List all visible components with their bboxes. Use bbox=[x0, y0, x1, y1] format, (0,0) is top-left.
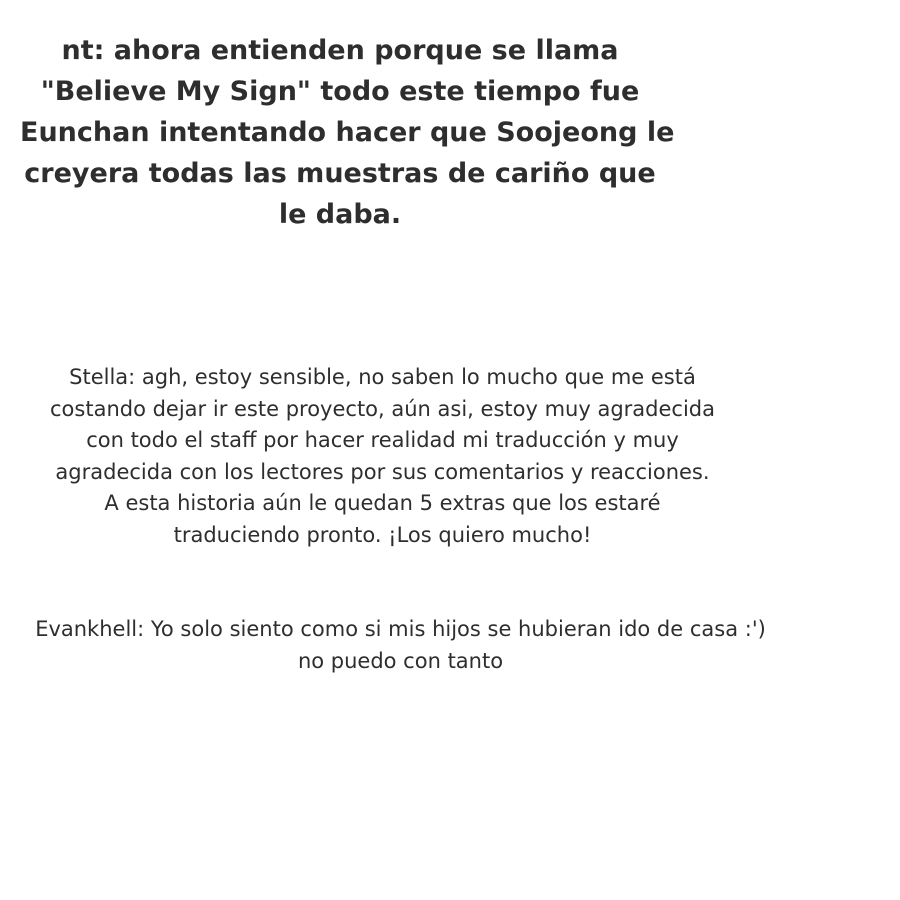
stella-note-line-3: con todo el staff por hacer realidad mi traducción y muy bbox=[86, 428, 679, 452]
translator-note-nt bbox=[20, 30, 675, 235]
nt-note-line-1: nt: ahora entienden porque se llama bbox=[61, 35, 619, 66]
stella-note-line-2: costando dejar ir este proyecto, aún asi, estoy muy agradecida bbox=[50, 396, 715, 421]
stella-note-line-4: agradecida con los lectores por sus comentarios y reacciones. bbox=[55, 459, 710, 484]
nt-note-line-2: "Believe My Sign" todo este tiempo fue bbox=[40, 76, 640, 107]
translator-note-evankhell bbox=[8, 613, 793, 677]
nt-note-line-5: le daba. bbox=[278, 199, 402, 230]
evankhell-note-line-2: no puedo con tanto bbox=[297, 649, 504, 673]
translator-note-stella bbox=[10, 362, 755, 551]
nt-note-line-4: creyera todas las muestras de cariño que bbox=[24, 158, 656, 189]
evankhell-note-line-1: Evankhell: Yo solo siento como si mis hijos se hubieran ido de casa :') bbox=[35, 617, 766, 641]
stella-note-line-5: A esta historia aún le quedan 5 extras que los estaré bbox=[104, 491, 661, 515]
stella-note-line-6: traduciendo pronto. ¡Los quiero mucho! bbox=[173, 522, 592, 547]
nt-note-line-3: Eunchan intentando hacer que Soojeong le bbox=[20, 117, 675, 148]
stella-note-line-1: Stella: agh, estoy sensible, no saben lo mucho que me está bbox=[69, 365, 696, 389]
